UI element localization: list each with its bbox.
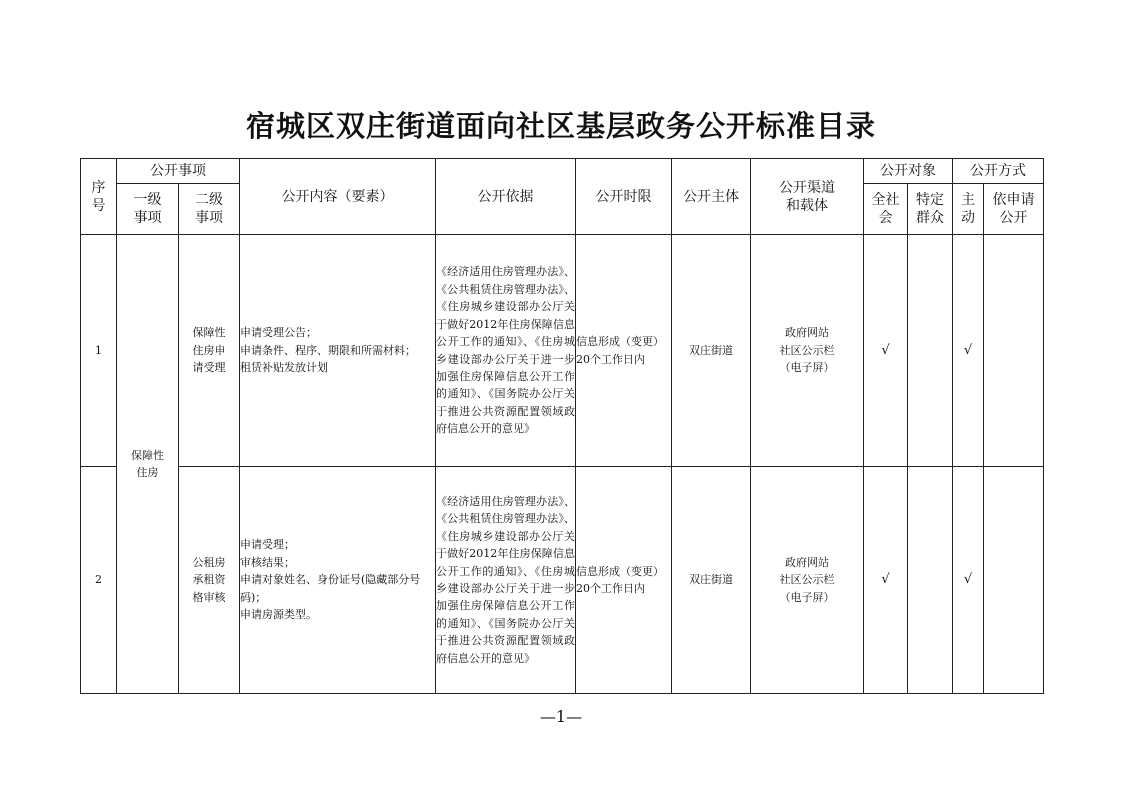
header-all-society: 全社 会 bbox=[864, 184, 908, 235]
row-channel: 政府网站 社区公示栏 （电子屏） bbox=[751, 235, 864, 467]
header-target: 公开对象 bbox=[864, 159, 953, 184]
page-number: —1— bbox=[539, 707, 583, 726]
row-on-request-check bbox=[984, 467, 1044, 694]
row-content: 申请受理公告； 申请条件、程序、期限和所需材料； 租赁补贴发放计划 bbox=[240, 235, 436, 467]
row-seq: 2 bbox=[81, 467, 117, 694]
header-level2: 二级 事项 bbox=[179, 184, 240, 235]
row-subject: 双庄街道 bbox=[672, 235, 751, 467]
header-specific-group: 特定 群众 bbox=[908, 184, 953, 235]
header-seq: 序 号 bbox=[81, 159, 117, 235]
row-level2: 公租房 承租资 格审核 bbox=[179, 467, 240, 694]
page-title: 宿城区双庄街道面向社区基层政务公开标准目录 bbox=[245, 109, 876, 143]
row-seq: 1 bbox=[81, 235, 117, 467]
row-time-limit: 信息形成（变更）20个工作日内 bbox=[576, 467, 672, 694]
row-level2: 保障性 住房申 请受理 bbox=[179, 235, 240, 467]
row-time-limit: 信息形成（变更）20个工作日内 bbox=[576, 235, 672, 467]
row-all-society-check: √ bbox=[864, 235, 908, 467]
table-row bbox=[81, 467, 1044, 694]
header-subject: 公开主体 bbox=[672, 159, 751, 235]
row-content: 申请受理； 审核结果； 申请对象姓名、身份证号(隐藏部分号码)； 申请房源类型。 bbox=[240, 467, 436, 694]
header-channel: 公开渠道 和载体 bbox=[751, 159, 864, 235]
header-on-request: 依申请 公开 bbox=[984, 184, 1044, 235]
header-level1: 一级 事项 bbox=[117, 184, 179, 235]
header-active: 主 动 bbox=[953, 184, 984, 235]
row-specific-group-check bbox=[908, 235, 953, 467]
header-time-limit: 公开时限 bbox=[576, 159, 672, 235]
row-channel: 政府网站 社区公示栏 （电子屏） bbox=[751, 467, 864, 694]
header-items: 公开事项 bbox=[117, 159, 240, 184]
table-row bbox=[81, 235, 1044, 467]
row-subject: 双庄街道 bbox=[672, 467, 751, 694]
row-active-check: √ bbox=[953, 235, 984, 467]
header-basis: 公开依据 bbox=[436, 159, 576, 235]
header-method: 公开方式 bbox=[953, 159, 1044, 184]
row-specific-group-check bbox=[908, 467, 953, 694]
header-content: 公开内容（要素） bbox=[240, 159, 436, 235]
row-basis: 《经济适用住房管理办法》、《公共租赁住房管理办法》、《住房城乡建设部办公厅关于做好2012年住房保障信息公开工作的通知》、《住房城乡建设部办公厅关于进一步加强住房保障信息公开工作的通知》、《国务院办公厅关于推进公共资源配置领域政府信息公开的意见》 bbox=[436, 467, 576, 694]
row-basis: 《经济适用住房管理办法》、《公共租赁住房管理办法》、《住房城乡建设部办公厅关于做好2012年住房保障信息公开工作的通知》、《住房城乡建设部办公厅关于进一步加强住房保障信息公开工作的通知》、《国务院办公厅关于推进公共资源配置领域政府信息公开的意见》 bbox=[436, 235, 576, 467]
row-all-society-check: √ bbox=[864, 467, 908, 694]
row-active-check: √ bbox=[953, 467, 984, 694]
catalog-table bbox=[80, 158, 1044, 694]
row-on-request-check bbox=[984, 235, 1044, 467]
level1-item: 保障性 住房 bbox=[117, 235, 179, 694]
